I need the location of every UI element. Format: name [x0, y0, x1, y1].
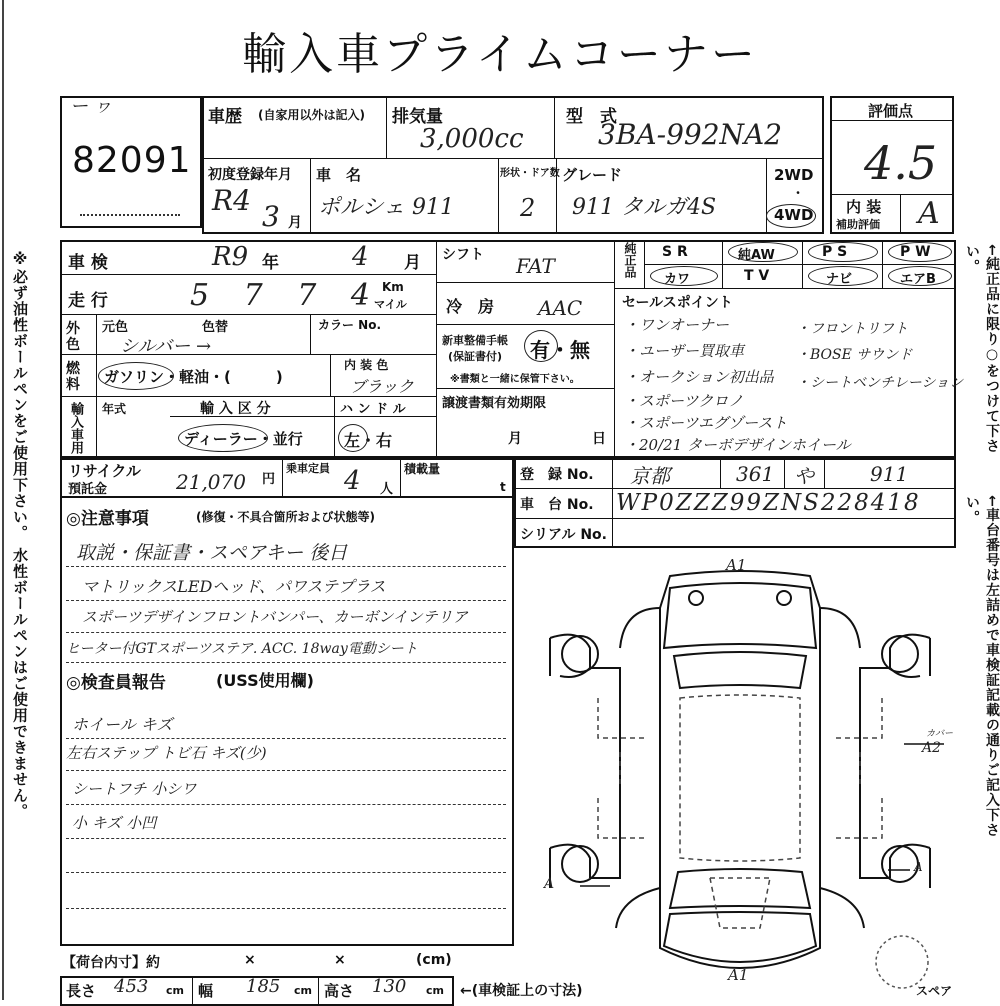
caution-line: スポーツデザインフロントバンパー、カーボンインテリア: [82, 608, 468, 626]
fuel-label-1: 燃: [66, 361, 80, 377]
interior-label: 内 装: [846, 198, 882, 216]
mileage-digit: 7: [243, 278, 263, 313]
km-unit: Km: [382, 280, 404, 294]
plate-class: 361: [736, 462, 775, 486]
length-value: 453: [114, 976, 149, 997]
color-no-label: カラー No.: [318, 318, 382, 332]
interior-color-value: ブラック: [350, 377, 414, 396]
sales-point: ・スポーツエグゾースト: [624, 414, 788, 432]
ac-label: 冷 房: [446, 297, 495, 316]
first-reg-label: 初度登録年月: [208, 167, 292, 183]
sales-label: セールスポイント: [622, 295, 733, 311]
manual-value: 有・無: [530, 338, 590, 362]
shaken-month: 4: [352, 242, 369, 272]
caution-line: ヒーター付GTスポーツステア. ACC. 18way電動シート: [66, 641, 418, 657]
shift-label: シフト: [442, 247, 484, 263]
mileage-label: 走 行: [68, 291, 108, 311]
car-name-label: 車 名: [316, 166, 362, 184]
header-row-line: [202, 158, 824, 159]
shaken-year: R9: [212, 242, 249, 272]
displacement-label: 排気量: [392, 107, 443, 127]
recycle-value: 21,070: [176, 470, 246, 494]
doors-value: 2: [520, 194, 536, 222]
drive-4wd: 4WD: [774, 206, 814, 224]
grade-label: グレード: [562, 166, 623, 184]
page-title: 輸入車プライムコーナー: [242, 29, 758, 80]
orig-color-label: 元色: [102, 320, 129, 335]
mileage-digit: 5: [190, 278, 210, 313]
mile-unit: マイル: [374, 298, 407, 311]
handle-value: 左・右: [344, 431, 393, 450]
equip-circle: [808, 242, 878, 262]
equip-circle: [888, 242, 952, 262]
mileage-digit: 7: [297, 278, 317, 313]
import-class-label: 輸 入 区 分: [200, 401, 271, 417]
manual-note: ※書類と一緒に保管下さい。: [450, 374, 580, 385]
left-mark: A: [544, 876, 555, 892]
transfer-day: 日: [592, 431, 606, 447]
car-name-value: ポルシェ 911: [318, 195, 454, 220]
score-value: 4.5: [864, 136, 938, 190]
manual-label: 新車整備手帳: [442, 334, 508, 347]
equip-circle: [808, 266, 878, 286]
fuel-value: ガソリン・軽油・( ): [104, 368, 283, 386]
equip-aw: 純AW: [738, 248, 775, 263]
genuine-label: 純正品: [623, 242, 637, 278]
color-label-2: 色: [66, 337, 80, 353]
import-year-label: 年式: [102, 402, 127, 416]
side-note-left: ※必ず油性ボールペンをご使用下さい。 水性ボールペンはご使用できません。: [11, 250, 29, 820]
dims-note: ←(車検証上の寸法): [460, 983, 583, 999]
sales-point: ・ワンオーナー: [624, 316, 730, 334]
equip-ps: P S: [822, 244, 848, 260]
inspector-line: ホイール キズ: [72, 715, 173, 734]
lot-number: 82091: [72, 140, 192, 181]
rear-mark: A1: [728, 966, 749, 984]
interior-sub: 補助評価: [836, 218, 880, 231]
width-cm: cm: [294, 984, 312, 997]
color-label-1: 外: [66, 321, 80, 337]
color-change-label: 色替: [202, 320, 229, 335]
height-cm: cm: [426, 984, 444, 997]
handle-circle: [338, 424, 368, 452]
front-mark: A1: [726, 556, 747, 574]
inspector-sub: (USS使用欄): [216, 671, 314, 690]
interior-color-label: 内 装 色: [344, 358, 389, 372]
equip-pw: P W: [900, 244, 931, 260]
sales-point: ・シートベンチレーション: [796, 375, 964, 391]
first-reg-year: R4: [212, 184, 251, 217]
caution-line: マトリックスLEDヘッド、パワステプラス: [82, 577, 386, 596]
transfer-label: 譲渡書類有効期限: [442, 396, 547, 411]
first-reg-month-unit: 月: [288, 215, 302, 231]
equip-navi: ナビ: [826, 272, 853, 287]
dims-x: ×: [334, 952, 346, 968]
width-value: 185: [246, 976, 281, 997]
side-note-right-top: ←純正品に限り○をつけて下さい。: [964, 244, 1000, 454]
recycle-sub: 預託金: [68, 482, 108, 497]
recycle-label: リサイクル: [68, 462, 141, 480]
drive-4wd-circle: [766, 204, 816, 228]
plate-region: 京都: [630, 464, 670, 488]
inspector-line: 小 キズ 小凹: [72, 814, 157, 832]
capacity-unit: 人: [380, 482, 394, 497]
load-label: 積載量: [404, 462, 441, 476]
chassis-value: WP0ZZZ99ZNS228418: [616, 490, 921, 516]
ac-value: AAC: [538, 296, 583, 320]
sales-point: ・スポーツクロノ: [624, 392, 744, 410]
dims-label: 【荷台内寸】約: [62, 955, 160, 971]
sales-point: ・ユーザー買取車: [624, 342, 745, 360]
equip-circle: [728, 242, 798, 262]
dims-unit: (cm): [416, 952, 452, 968]
serial-label: シリアル No.: [520, 527, 607, 543]
equip-airbag: エアB: [900, 272, 936, 287]
shift-value: FAT: [516, 254, 555, 278]
history-sub: (自家用以外は記入): [258, 108, 365, 122]
height-value: 130: [372, 976, 407, 997]
capacity-label: 乗車定員: [286, 462, 330, 475]
sales-point: ・BOSE サウンド: [796, 347, 913, 363]
equip-circle: [650, 266, 718, 286]
sales-point: ・20/21 ターボデザインホイール: [624, 436, 851, 454]
plate-label: 登 録 No.: [520, 467, 594, 483]
inspector-line: 左右ステップ トビ石 キズ(少): [66, 744, 267, 762]
displacement-value: 3,000cc: [420, 124, 524, 154]
history-label: 車歴: [208, 107, 242, 127]
mileage-digit: 4: [350, 278, 370, 313]
score-label: 評価点: [868, 102, 914, 120]
manual-circle: [524, 330, 558, 362]
lot-dash: [80, 214, 180, 216]
sales-point: ・オークション初出品: [624, 368, 774, 386]
first-reg-month: 3: [262, 200, 280, 233]
shaken-year-unit: 年: [262, 253, 279, 273]
length-cm: cm: [166, 984, 184, 997]
equip-leather: カワ: [664, 272, 691, 287]
shaken-label: 車 検: [68, 253, 108, 273]
caution-sub: (修復・不具合箇所および状態等): [196, 510, 375, 524]
side-note-right-bottom: ←車台番号は左詰めで車検証記載の通りご記入下さい。: [964, 495, 1000, 838]
import-class-value: ディーラー・並行: [184, 430, 303, 448]
equip-tv: T V: [744, 268, 770, 284]
doors-label: 形状・ドア数: [500, 168, 560, 179]
inspector-line: シートフチ 小シワ: [72, 780, 197, 798]
import-label: 輸入車用: [68, 402, 83, 454]
import-class-circle: [178, 424, 268, 452]
right-mark-note: カバー: [926, 729, 954, 739]
binding-line: [2, 0, 4, 1000]
load-unit: t: [500, 480, 506, 494]
height-label: 高さ: [324, 982, 355, 1000]
inspector-label: ◎検査員報告: [66, 673, 166, 693]
grade-value: 911 タルガ4S: [572, 195, 717, 220]
interior-value: A: [918, 196, 940, 231]
model-value: 3BA-992NA2: [598, 118, 783, 151]
model-label: 型 式: [566, 107, 617, 127]
caution-line: 取説・保証書・スペアキー 後日: [76, 542, 348, 564]
right-rear-mark: A: [914, 860, 923, 874]
caution-label: ◎注意事項: [66, 509, 149, 529]
car-diagram: [520, 548, 960, 1000]
width-label: 幅: [198, 982, 214, 1000]
dims-x: ×: [244, 952, 256, 968]
capacity-value: 4: [344, 466, 361, 496]
spare-tire: [876, 936, 928, 988]
color-value: シルバー →: [120, 336, 212, 357]
right-mark: A2: [922, 740, 942, 756]
mileage-digits: [190, 278, 370, 313]
yen-unit: 円: [262, 472, 276, 487]
drive-2wd: 2WD: [774, 166, 814, 184]
fuel-circle: [98, 362, 174, 390]
plate-number: 911: [870, 462, 909, 486]
spare-label: スペア: [916, 984, 953, 998]
equip-circle: [888, 266, 952, 286]
chassis-label: 車 台 No.: [520, 497, 594, 513]
lot-mark: ー ヮ: [70, 96, 112, 117]
equip-sr: S R: [662, 244, 688, 260]
fuel-label-2: 料: [66, 377, 80, 393]
length-label: 長さ: [66, 982, 97, 1000]
transfer-month: 月: [508, 431, 522, 447]
manual-sub: (保証書付): [448, 350, 503, 363]
plate-kana: や: [794, 464, 814, 488]
sales-point: ・フロントリフト: [796, 321, 908, 337]
handle-label: ハ ン ド ル: [340, 402, 406, 417]
shaken-month-unit: 月: [404, 253, 421, 273]
